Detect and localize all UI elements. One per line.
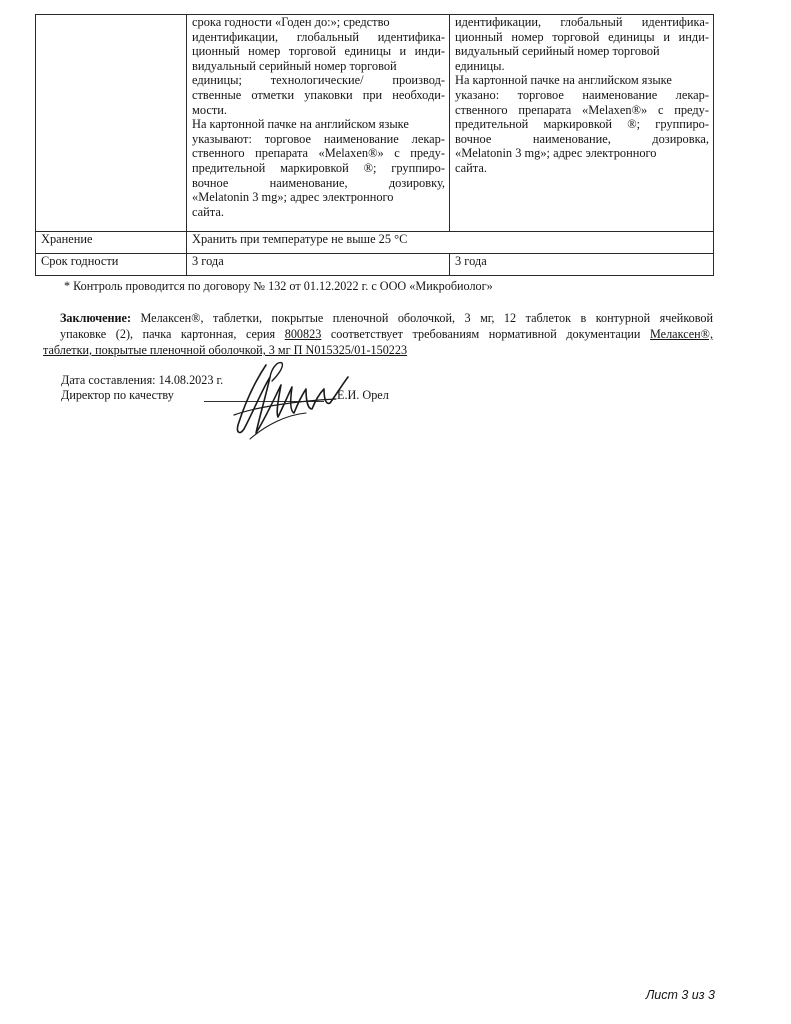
- conclusion-normative-doc-1: Мелаксен®,: [650, 327, 713, 341]
- compilation-date: Дата составления: 14.08.2023 г.: [61, 373, 224, 387]
- cell-text-line: ционный номер торговой единицы и инди-: [455, 29, 709, 44]
- cell-text-line: На картонной пачке на английском языке: [192, 117, 409, 132]
- table-cell-storage-value: Хранить при температуре не выше 25 °С: [187, 232, 714, 254]
- cell-text-line: мости.: [192, 102, 227, 117]
- conclusion-line-2: [43, 326, 713, 342]
- signature-block: [61, 373, 223, 403]
- cell-text-line: ственного препарата «Melaxen®» с преду-: [192, 146, 445, 161]
- conclusion-label: Заключение:: [60, 311, 132, 325]
- table-cell-shelf-life-label: Срок годности: [36, 254, 187, 276]
- cell-text-line: вочное наименование, дозировку,: [192, 175, 445, 190]
- cell-text-line: указывают: торговое наименование лекар-: [192, 131, 445, 146]
- specification-table: [35, 14, 714, 276]
- conclusion-product: Мелаксен®, таблетки, покрытые пленочной оболочкой, 3 мг, 12 таблеток в контурной ячейковой: [131, 311, 713, 325]
- table-cell-requirement: [187, 15, 450, 232]
- cell-text-line: ственные отметки упаковки при необходи-: [192, 87, 445, 102]
- cell-text-line: единицы; технологические/ производ-: [192, 73, 445, 88]
- cell-text-line: На картонной пачке на английском языке: [455, 73, 672, 88]
- cell-text-line: ственного препарата «Melaxen®» с преду-: [455, 102, 709, 117]
- cell-text-line: срока годности «Годен до:»; средство: [192, 15, 390, 29]
- cell-text-line: сайта.: [455, 160, 487, 175]
- footnote: * Контроль проводится по договору № 132 от 01.12.2022 г. с ООО «Микробиолог»: [64, 279, 493, 293]
- handwritten-signature: [226, 355, 351, 447]
- cell-text-line: видуальный серийный номер торговой: [455, 44, 660, 59]
- cell-text-line: «Melatonin 3 mg»; адрес электронного: [455, 146, 657, 161]
- conclusion-paragraph: [43, 310, 713, 358]
- cell-text-line: указано: торговое наименование лекар-: [455, 87, 709, 102]
- table-cell-result: [450, 15, 714, 232]
- table-cell-shelf-life-requirement: 3 года: [187, 254, 450, 276]
- cell-text-line: единицы.: [455, 58, 505, 73]
- table-cell-parameter: [36, 15, 187, 232]
- cell-text-line: вочное наименование, дозировка,: [455, 131, 709, 146]
- conclusion-packaging: упаковке (2), пачка картонная, серия: [60, 327, 285, 341]
- cell-text-line: предительной маркировкой ®; группиро-: [192, 160, 445, 175]
- table-row-storage: [36, 232, 714, 254]
- cell-text-line: ционный номер торговой единицы и инди-: [192, 44, 445, 59]
- table-cell-storage-label: Хранение: [36, 232, 187, 254]
- cell-text-line: видуальный серийный номер торговой: [192, 58, 397, 73]
- cell-text-line: предительной маркировкой ®; группиро-: [455, 117, 709, 132]
- conclusion-normative-doc-2: таблетки, покрытые пленочной оболочкой, 3 мг П N015325/01-150223: [43, 343, 408, 357]
- cell-text-line: «Melatonin 3 mg»; адрес электронного: [192, 190, 394, 205]
- conclusion-batch-number: 800823: [284, 327, 322, 341]
- table-row-packaging-continued: [36, 15, 714, 232]
- table-row-shelf-life: [36, 254, 714, 276]
- cell-text-line: сайта.: [192, 204, 224, 219]
- cell-text-line: идентификации, глобальный идентифика-: [192, 29, 445, 44]
- signer-name: Е.И. Орел: [337, 388, 389, 402]
- table-cell-shelf-life-result: 3 года: [450, 254, 714, 276]
- cell-text-line: идентификации, глобальный идентифика-: [455, 15, 709, 29]
- conclusion-compliance: соответствует требованиям нормативной документации: [321, 327, 650, 341]
- signer-position: Директор по качеству: [61, 388, 174, 402]
- conclusion-line-1: [43, 310, 713, 326]
- sheet-number: Лист 3 из 3: [645, 988, 715, 1002]
